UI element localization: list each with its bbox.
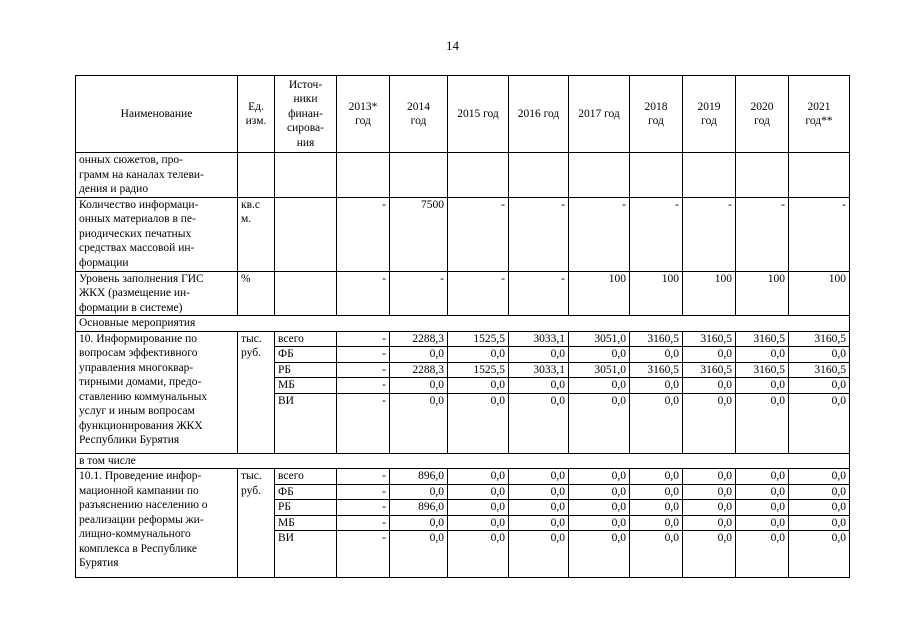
empty-cell: [736, 153, 789, 198]
funding-source: всего: [275, 469, 337, 485]
value-cell: 0,0: [509, 347, 569, 363]
value-cell: 0,0: [789, 531, 850, 578]
value-cell: -: [337, 197, 390, 271]
value-cell: 0,0: [569, 393, 630, 453]
funding-source: РБ: [275, 500, 337, 516]
indicator-name: онных сюжетов, про- грамм на каналах телеви- дения и радио: [76, 153, 238, 198]
header-row: [76, 76, 850, 153]
value-cell: -: [337, 378, 390, 394]
value-cell: 0,0: [569, 515, 630, 531]
value-cell: 0,0: [390, 531, 448, 578]
value-cell: 0,0: [683, 531, 736, 578]
activity-unit: тыс. руб.: [238, 331, 275, 453]
value-cell: -: [337, 515, 390, 531]
value-cell: 3033,1: [509, 331, 569, 347]
value-cell: 0,0: [448, 515, 509, 531]
value-cell: 0,0: [789, 500, 850, 516]
header-year: 2014 год: [390, 76, 448, 153]
empty-cell: [390, 153, 448, 198]
empty-cell: [337, 153, 390, 198]
value-cell: -: [337, 347, 390, 363]
table-row: [76, 197, 850, 271]
value-cell: 0,0: [448, 378, 509, 394]
value-cell: 0,0: [683, 347, 736, 363]
value-cell: 0,0: [448, 393, 509, 453]
value-cell: -: [390, 271, 448, 316]
section-row: [76, 453, 850, 469]
value-cell: -: [683, 197, 736, 271]
value-cell: 0,0: [569, 469, 630, 485]
value-cell: 0,0: [789, 515, 850, 531]
value-cell: 0,0: [448, 500, 509, 516]
header-year: 2016 год: [509, 76, 569, 153]
indicator-name: Уровень заполнения ГИС ЖКХ (размещение ин- формации в системе): [76, 271, 238, 316]
value-cell: 0,0: [390, 378, 448, 394]
funding-source: ФБ: [275, 484, 337, 500]
value-cell: 100: [569, 271, 630, 316]
value-cell: -: [337, 484, 390, 500]
empty-cell: [275, 153, 337, 198]
value-cell: 0,0: [509, 469, 569, 485]
value-cell: -: [448, 197, 509, 271]
value-cell: -: [337, 393, 390, 453]
section-row: [76, 316, 850, 332]
empty-cell: [683, 153, 736, 198]
header-name: Наименование: [76, 76, 238, 153]
value-cell: 0,0: [390, 515, 448, 531]
value-cell: -: [509, 197, 569, 271]
value-cell: 0,0: [736, 347, 789, 363]
empty-cell: [275, 197, 337, 271]
header-year: 2017 год: [569, 76, 630, 153]
funding-source: РБ: [275, 362, 337, 378]
value-cell: 0,0: [789, 393, 850, 453]
value-cell: 100: [630, 271, 683, 316]
table-row: [76, 271, 850, 316]
value-cell: 0,0: [509, 515, 569, 531]
empty-cell: [448, 153, 509, 198]
value-cell: 0,0: [390, 393, 448, 453]
empty-cell: [630, 153, 683, 198]
value-cell: 0,0: [509, 378, 569, 394]
value-cell: 0,0: [736, 500, 789, 516]
value-cell: -: [736, 197, 789, 271]
indicator-unit: %: [238, 271, 275, 316]
value-cell: -: [337, 362, 390, 378]
value-cell: 0,0: [509, 531, 569, 578]
value-cell: 3160,5: [736, 362, 789, 378]
value-cell: 3160,5: [789, 331, 850, 347]
empty-cell: [238, 153, 275, 198]
value-cell: 0,0: [683, 469, 736, 485]
indicator-name: Количество информаци- онных материалов в пе- риодических печатных средствах массовой ин- формации: [76, 197, 238, 271]
value-cell: 0,0: [630, 531, 683, 578]
value-cell: -: [448, 271, 509, 316]
value-cell: 2288,3: [390, 331, 448, 347]
value-cell: -: [569, 197, 630, 271]
value-cell: 1525,5: [448, 362, 509, 378]
header-year: 2013* год: [337, 76, 390, 153]
value-cell: 0,0: [448, 469, 509, 485]
header-year: 2020 год: [736, 76, 789, 153]
value-cell: 3160,5: [630, 362, 683, 378]
value-cell: 0,0: [683, 378, 736, 394]
value-cell: 0,0: [736, 531, 789, 578]
value-cell: -: [337, 271, 390, 316]
value-cell: 0,0: [789, 469, 850, 485]
value-cell: 0,0: [736, 378, 789, 394]
table-row: [76, 153, 850, 198]
value-cell: -: [337, 500, 390, 516]
value-cell: 3160,5: [683, 331, 736, 347]
value-cell: 0,0: [630, 469, 683, 485]
value-cell: 0,0: [509, 500, 569, 516]
value-cell: 0,0: [630, 484, 683, 500]
page-number: 14: [446, 38, 459, 53]
empty-cell: [569, 153, 630, 198]
value-cell: 0,0: [683, 484, 736, 500]
table-row: [76, 331, 850, 347]
value-cell: 0,0: [736, 469, 789, 485]
value-cell: 0,0: [448, 347, 509, 363]
value-cell: 0,0: [569, 347, 630, 363]
value-cell: 0,0: [630, 515, 683, 531]
activity-name: 10. Информирование по вопросам эффективного управления многоквар- тирными домами, предо- ставлению коммунальных услуг и иным вопросам функционирования ЖКХ Республики Бурятия: [76, 331, 238, 453]
empty-cell: [509, 153, 569, 198]
value-cell: 0,0: [736, 393, 789, 453]
value-cell: 896,0: [390, 469, 448, 485]
value-cell: 0,0: [569, 531, 630, 578]
value-cell: 100: [736, 271, 789, 316]
value-cell: 0,0: [789, 347, 850, 363]
value-cell: 0,0: [683, 515, 736, 531]
value-cell: 3160,5: [630, 331, 683, 347]
table-row: [76, 469, 850, 485]
value-cell: 0,0: [390, 347, 448, 363]
value-cell: 7500: [390, 197, 448, 271]
value-cell: 0,0: [683, 393, 736, 453]
header-year: 2018 год: [630, 76, 683, 153]
program-table: [75, 75, 850, 578]
section-title: в том числе: [76, 453, 850, 469]
value-cell: 0,0: [390, 484, 448, 500]
value-cell: 0,0: [569, 378, 630, 394]
empty-cell: [275, 271, 337, 316]
value-cell: -: [509, 271, 569, 316]
header-source: Источ- ники финан- сирова- ния: [275, 76, 337, 153]
value-cell: 0,0: [736, 515, 789, 531]
value-cell: -: [337, 331, 390, 347]
header-unit: Ед. изм.: [238, 76, 275, 153]
value-cell: 0,0: [789, 484, 850, 500]
value-cell: -: [789, 197, 850, 271]
value-cell: 896,0: [390, 500, 448, 516]
value-cell: -: [630, 197, 683, 271]
header-year: 2021 год**: [789, 76, 850, 153]
value-cell: 0,0: [448, 531, 509, 578]
value-cell: 3051,0: [569, 331, 630, 347]
value-cell: 2288,3: [390, 362, 448, 378]
value-cell: 0,0: [509, 484, 569, 500]
value-cell: 0,0: [630, 393, 683, 453]
value-cell: 3160,5: [683, 362, 736, 378]
header-year: 2015 год: [448, 76, 509, 153]
funding-source: ФБ: [275, 347, 337, 363]
value-cell: 0,0: [569, 500, 630, 516]
value-cell: -: [337, 469, 390, 485]
value-cell: 0,0: [736, 484, 789, 500]
value-cell: 3160,5: [789, 362, 850, 378]
value-cell: 0,0: [630, 500, 683, 516]
value-cell: 0,0: [630, 378, 683, 394]
value-cell: 0,0: [683, 500, 736, 516]
funding-source: МБ: [275, 378, 337, 394]
header-year: 2019 год: [683, 76, 736, 153]
value-cell: 3051,0: [569, 362, 630, 378]
value-cell: 0,0: [509, 393, 569, 453]
funding-source: МБ: [275, 515, 337, 531]
value-cell: 3033,1: [509, 362, 569, 378]
empty-cell: [789, 153, 850, 198]
value-cell: 0,0: [569, 484, 630, 500]
value-cell: 100: [683, 271, 736, 316]
value-cell: 0,0: [789, 378, 850, 394]
value-cell: 100: [789, 271, 850, 316]
value-cell: 3160,5: [736, 331, 789, 347]
indicator-unit: кв.с м.: [238, 197, 275, 271]
value-cell: 0,0: [630, 347, 683, 363]
activity-unit: тыс. руб.: [238, 469, 275, 578]
value-cell: 1525,5: [448, 331, 509, 347]
value-cell: 0,0: [448, 484, 509, 500]
funding-source: ВИ: [275, 531, 337, 578]
funding-source: всего: [275, 331, 337, 347]
value-cell: -: [337, 531, 390, 578]
activity-name: 10.1. Проведение инфор- мационной кампании по разъяснению населению о реализации реформы жи- лищно-коммунального комплекса в Республике Бурятия: [76, 469, 238, 578]
section-title: Основные мероприятия: [76, 316, 850, 332]
funding-source: ВИ: [275, 393, 337, 453]
